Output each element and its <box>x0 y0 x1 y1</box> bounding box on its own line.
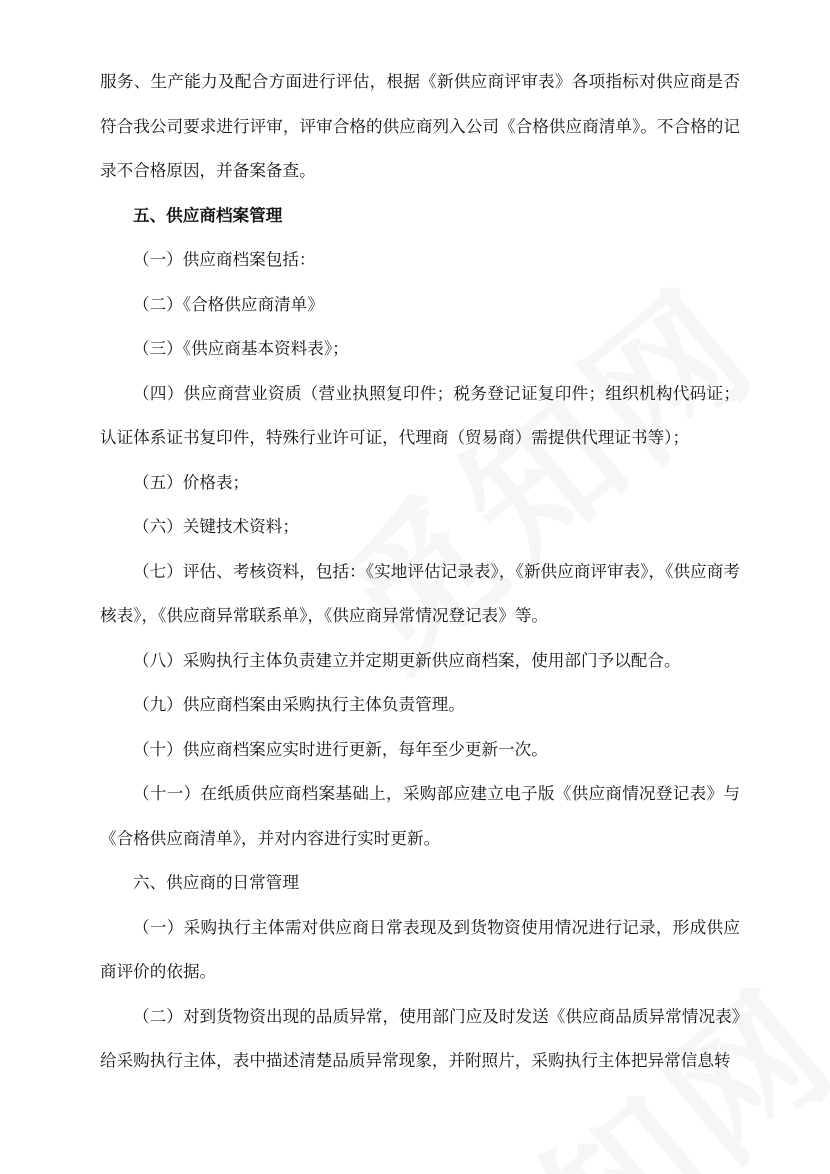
list-item-business-qualifications: （四）供应商营业资质（营业执照复印件；税务登记证复印件；组织机构代码证；认证体系证书复印件，特殊行业许可证，代理商（贸易商）需提供代理证书等）； <box>100 383 740 447</box>
list-item-quality-abnormality: （二）对到货物资出现的品质异常，使用部门应及时发送《供应商品质异常情况表》给采购执行主体，表中描述清楚品质异常现象，并附照片，采购执行主体把异常信息转 <box>100 1006 740 1070</box>
list-item-technical-data: （六）关键技术资料； <box>133 517 299 536</box>
list-item-update-frequency: （十）供应商档案应实时进行更新，每年至少更新一次。 <box>133 739 548 759</box>
list-item-daily-records: （一）采购执行主体需对供应商日常表现及到货物资使用情况进行记录，形成供应商评价的依据。 <box>100 917 740 981</box>
list-item-price-table: （五）价格表； <box>133 472 250 492</box>
paragraph-evaluation-continued: 服务、生产能力及配合方面进行评估，根据《新供应商评审表》各项指标对供应商是否符合我公司要求进行评审，评审合格的供应商列入公司《合格供应商清单》。不合格的记录不合格原因，并备案备查。 <box>100 72 740 180</box>
list-item-basic-info-table: （三）《供应商基本资料表》； <box>133 339 349 358</box>
document-body <box>100 60 740 1084</box>
list-item-qualified-list: （二）《合格供应商清单》 <box>133 294 324 314</box>
section-heading-archive-management: 五、供应商档案管理 <box>133 205 283 225</box>
section-heading-daily-management: 六、供应商的日常管理 <box>133 873 299 892</box>
list-item-archive-management: （九）供应商档案由采购执行主体负责管理。 <box>133 695 465 714</box>
list-item-electronic-records: （十一）在纸质供应商档案基础上，采购部应建立电子版《供应商情况登记表》与《合格供应商清单》，并对内容进行实时更新。 <box>100 784 740 848</box>
list-item-assessment-materials: （七）评估、考核资料，包括：《实地评估记录表》，《新供应商评审表》，《供应商考核表》，《供应商异常联系单》，《供应商异常情况登记表》等。 <box>100 561 740 625</box>
list-item-archive-contents: （一）供应商档案包括： <box>133 250 316 269</box>
list-item-archive-update-responsibility: （八）采购执行主体负责建立并定期更新供应商档案，使用部门予以配合。 <box>133 650 681 670</box>
